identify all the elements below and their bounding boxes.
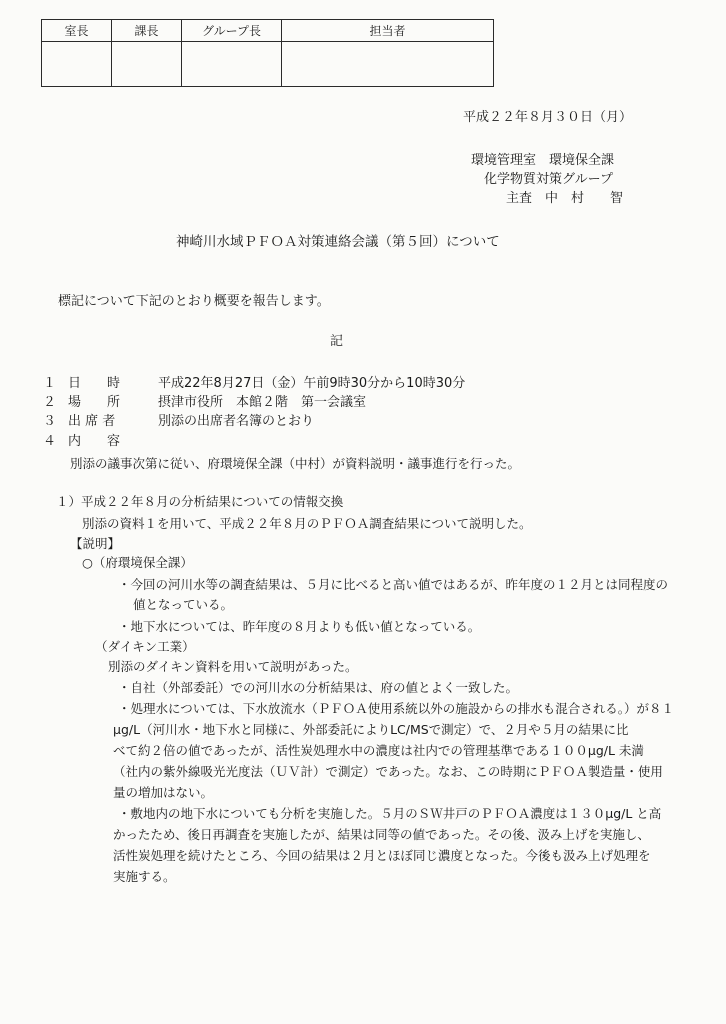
item-value: 別添の出席者名簿のとおり	[158, 414, 315, 429]
bullet-line: 値となっている。	[133, 597, 234, 612]
approval-stamp-cell	[112, 42, 182, 87]
item-number: ３	[43, 414, 57, 429]
author-person: 主査 中 村 智	[506, 191, 624, 206]
approval-header-cell: グループ長	[182, 20, 282, 42]
item-label: 日 時	[68, 376, 121, 391]
section-heading: １）平成２２年８月の分析結果についての情報交換	[56, 494, 344, 509]
approval-stamp-cell	[42, 42, 112, 87]
approval-stamp-cell	[182, 42, 282, 87]
intro-text: 標記について下記のとおり概要を報告します。	[58, 294, 330, 309]
author-group: 化学物質対策グループ	[484, 172, 613, 187]
section-description: 別添の資料１を用いて、平成２２年８月のＰＦＯＡ調査結果について説明した。	[82, 516, 532, 531]
document-title: 神崎川水域ＰＦＯＡ対策連絡会議（第５回）について	[176, 234, 500, 250]
bullet-line: μg/L（河川水・地下水と同様に、外部委託によりLC/MSで測定）で、２月や５月の結果に比	[113, 722, 629, 737]
explanation-bracket: 【説明】	[70, 536, 121, 551]
bullet-line: 実施する。	[113, 869, 176, 884]
bullet-line: ・処理水については、下水放流水（ＰＦＯＡ使用系統以外の施設からの排水も混合される。）が８１	[118, 701, 675, 716]
item-number: ４	[43, 434, 57, 449]
bullet-line: ・敷地内の地下水についても分析を実施した。５月のＳＷ井戸のＰＦＯＡ濃度は１３０μg/L と高	[118, 806, 662, 821]
approval-stamp-cell	[282, 42, 494, 87]
approval-header-cell: 室長	[42, 20, 112, 42]
bullet-line: ・自社（外部委託）での河川水の分析結果は、府の値とよく一致した。	[118, 680, 519, 695]
bullet-line: 活性炭処理を続けたところ、今回の結果は２月とほぼ同じ濃度となった。今後も汲み上げ処理を	[113, 848, 651, 863]
ki-marker: 記	[330, 334, 344, 349]
bullet-line: べて約２倍の値であったが、活性炭処理水中の濃度は社内での管理基準である１００μg/L 未満	[113, 743, 644, 758]
item-number: ２	[43, 395, 57, 410]
approval-stamp-row	[42, 42, 494, 87]
content-intro: 別添の議事次第に従い、府環境保全課（中村）が資料説明・議事進行を行った。	[70, 456, 521, 471]
approval-header-cell: 課長	[112, 20, 182, 42]
item-label: 場 所	[68, 395, 121, 410]
approval-table	[41, 19, 494, 87]
item-value: 摂津市役所 本館２階 第一会議室	[158, 395, 367, 410]
bullet-line: 量の増加はない。	[113, 785, 214, 800]
bullet-line: ・今回の河川水等の調査結果は、５月に比べると高い値ではあるが、昨年度の１２月とは同程度の	[118, 577, 669, 592]
bullet-line: （社内の紫外線吸光光度法（ＵＶ計）で測定）であった。なお、この時期にＰＦＯＡ製造量・使用	[113, 764, 663, 779]
item-label: 出 席 者	[68, 414, 116, 429]
approval-header-row	[42, 20, 494, 42]
approval-header-cell: 担当者	[282, 20, 494, 42]
item-label: 内 容	[68, 434, 121, 449]
daikin-header: （ダイキン工業）	[95, 639, 195, 654]
item-value: 平成22年8月27日（金）午前9時30分から10時30分	[158, 376, 466, 391]
prefecture-header: ○（府環境保全課）	[82, 555, 193, 570]
bullet-line: ・地下水については、昨年度の８月よりも低い値となっている。	[118, 619, 481, 634]
author-department: 環境管理室 環境保全課	[471, 153, 615, 168]
daikin-intro: 別添のダイキン資料を用いて説明があった。	[108, 659, 358, 674]
report-date: 平成２２年８月３０日（月）	[463, 110, 633, 125]
bullet-line: かったため、後日再調査を実施したが、結果は同等の値であった。その後、汲み上げを実施し、	[113, 827, 650, 842]
item-number: １	[43, 376, 57, 391]
